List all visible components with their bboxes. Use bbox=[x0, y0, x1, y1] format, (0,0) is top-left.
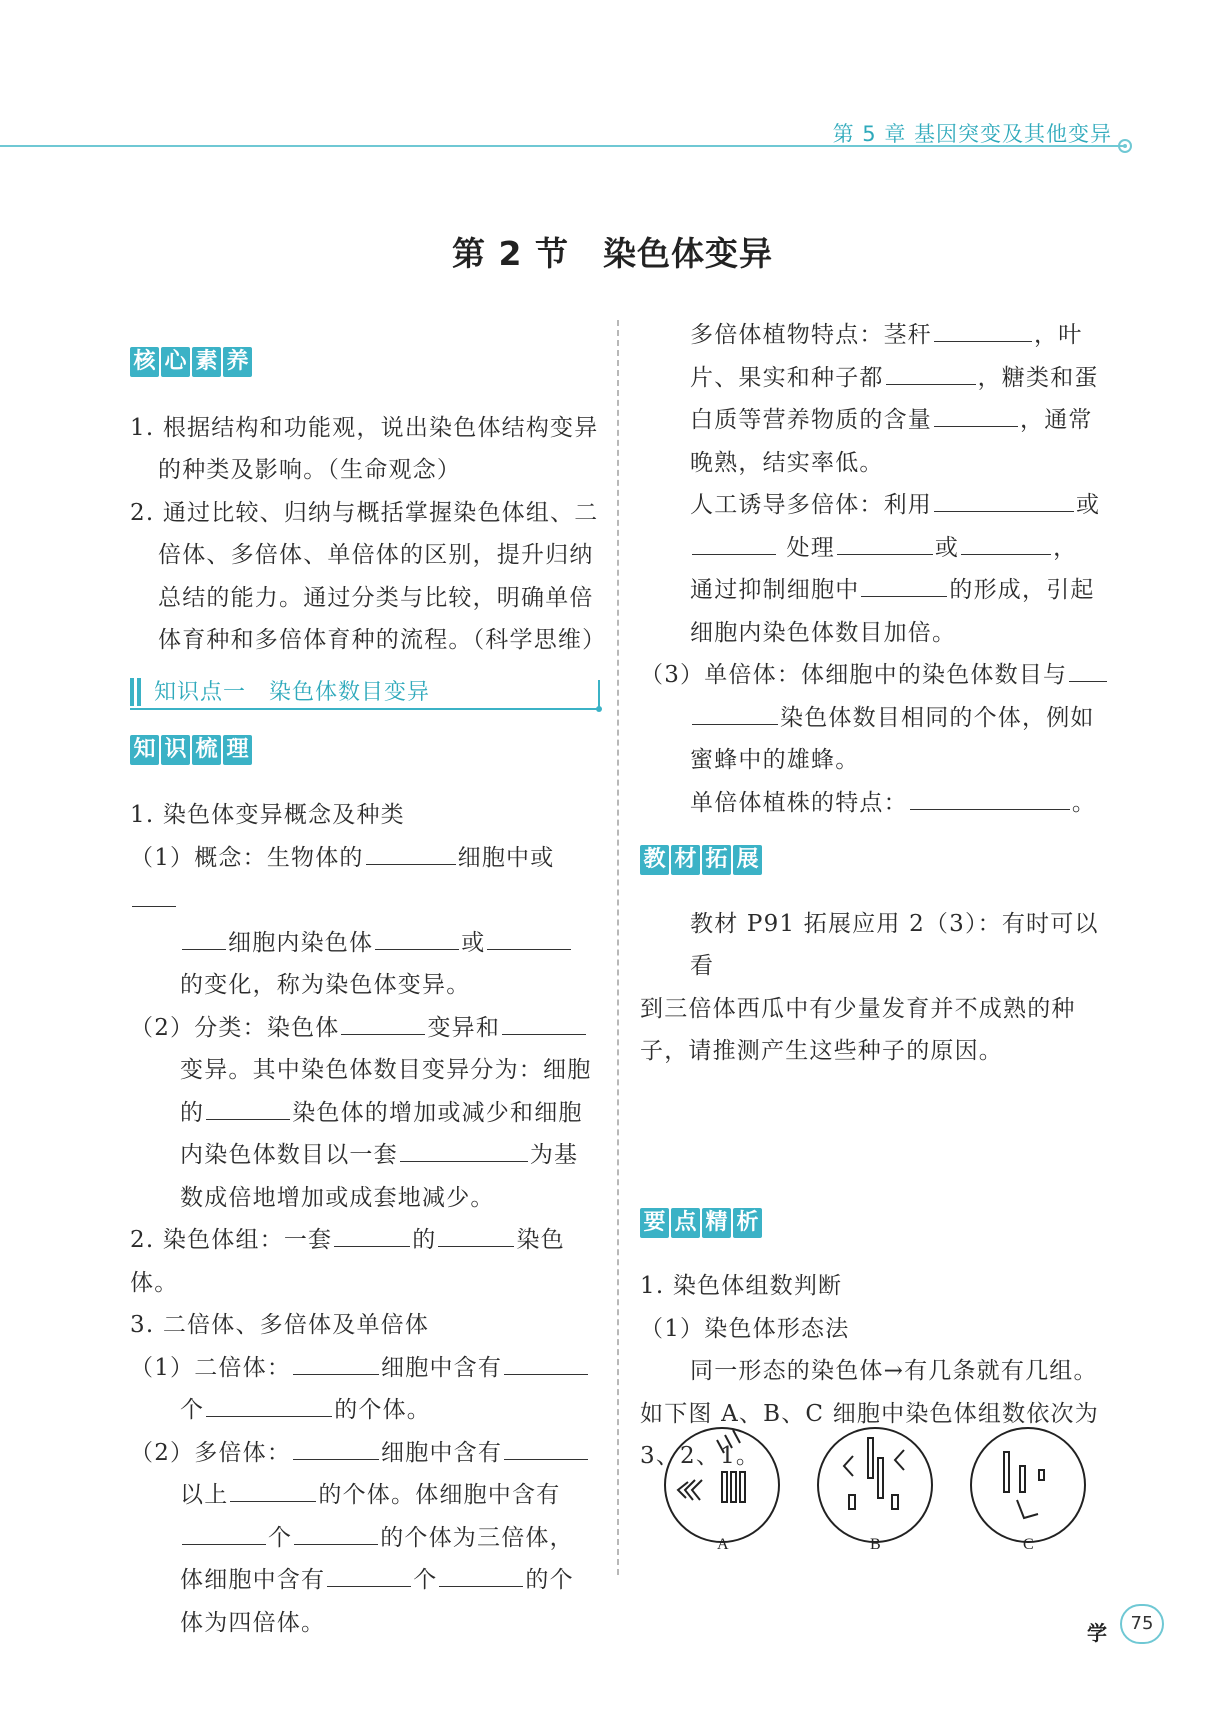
blank[interactable] bbox=[502, 1008, 586, 1035]
fill-line: 多倍体植物特点：茎秆 ，叶 bbox=[640, 314, 1110, 357]
blank[interactable] bbox=[934, 400, 1018, 427]
text-line: 1. 染色体组数判断 bbox=[640, 1273, 843, 1299]
blank[interactable] bbox=[366, 838, 456, 865]
fill-line: 染色体数目相同的个体，例如 bbox=[640, 697, 1110, 740]
core-item-2-line-1: 2. 通过比较、归纳与概括掌握染色体组、二 bbox=[130, 499, 599, 526]
blank[interactable] bbox=[206, 1093, 290, 1120]
fill-line: （1）二倍体： 细胞中含有 bbox=[130, 1347, 600, 1390]
blank[interactable] bbox=[886, 358, 976, 385]
fill-line: 个 的个体为三倍体， bbox=[130, 1517, 600, 1560]
text-line: 3、2、1。 bbox=[640, 1443, 761, 1469]
blank[interactable] bbox=[692, 698, 778, 725]
fill-line: 片、果实和种子都 ，糖类和蛋 bbox=[640, 357, 1110, 400]
blank[interactable] bbox=[934, 315, 1032, 342]
fill-line: 个 的个体。 bbox=[130, 1389, 600, 1432]
text-line: 体为四倍体。 bbox=[180, 1609, 326, 1636]
column-divider bbox=[617, 320, 619, 1575]
fill-line: 处理 或 ， bbox=[640, 527, 1110, 570]
blank[interactable] bbox=[182, 923, 226, 950]
text-line: 如下图 A、B、C 细胞中染色体组数依次为 bbox=[640, 1400, 1099, 1427]
fill-line: 细胞内染色体 或 bbox=[130, 922, 600, 965]
section-title: 第 2 节 染色体变异 bbox=[452, 234, 773, 273]
fill-line: （2）分类：染色体 变异和 bbox=[130, 1007, 600, 1050]
text-line: 同一形态的染色体→有几条就有几组。 bbox=[690, 1358, 1098, 1384]
fill-line: 人工诱导多倍体：利用 或 bbox=[640, 484, 1110, 527]
left-column bbox=[130, 340, 607, 1644]
fill-line: 以上 的个体。体细胞中含有 bbox=[130, 1474, 600, 1517]
page-number: 75 bbox=[1120, 1604, 1164, 1644]
fill-line: 体细胞中含有 个 的个 bbox=[130, 1559, 600, 1602]
blank[interactable] bbox=[230, 1475, 316, 1502]
right-column bbox=[640, 314, 1110, 1478]
text-line: （1）染色体形态法 bbox=[640, 1315, 850, 1342]
blank[interactable] bbox=[1069, 655, 1107, 682]
blank[interactable] bbox=[504, 1348, 588, 1375]
blank[interactable] bbox=[182, 1518, 266, 1545]
blank[interactable] bbox=[487, 923, 571, 950]
cell-a-chromosomes bbox=[678, 1430, 745, 1502]
text-line: 到三倍体西瓜中有少量发育并不成熟的种 bbox=[640, 995, 1076, 1022]
blank[interactable] bbox=[504, 1433, 588, 1460]
text-line: 1. 染色体变异概念及种类 bbox=[130, 802, 405, 828]
core-item-1-line-1: 1. 根据结构和功能观，说出染色体结构变异 bbox=[130, 414, 599, 441]
blank[interactable] bbox=[934, 485, 1074, 512]
fill-line: 的 染色体的增加或减少和细胞 bbox=[130, 1092, 600, 1135]
fill-line: 通过抑制细胞中 的形成，引起 bbox=[640, 569, 1110, 612]
text-line: 数成倍地增加或成套地减少。 bbox=[180, 1184, 495, 1211]
blank[interactable] bbox=[206, 1390, 332, 1417]
blank[interactable] bbox=[293, 1348, 379, 1375]
core-item-2-line-3: 总结的能力。通过分类与比较，明确单倍 bbox=[158, 584, 594, 611]
header-circle-ornament bbox=[1118, 139, 1132, 153]
blank[interactable] bbox=[375, 923, 459, 950]
blank[interactable] bbox=[400, 1135, 528, 1162]
fill-line: 单倍体植株的特点： 。 bbox=[640, 782, 1110, 825]
badge-core-literacy: 核 心 素 养 bbox=[130, 347, 252, 377]
cell-b-chromosomes bbox=[844, 1438, 904, 1509]
blank[interactable] bbox=[293, 1433, 379, 1460]
figure-label-b: B bbox=[870, 1536, 881, 1553]
text-line: 晚熟，结实率低。 bbox=[690, 449, 884, 476]
text-line: 蜜蜂中的雄蜂。 bbox=[690, 747, 860, 773]
blank[interactable] bbox=[438, 1220, 514, 1247]
text-line: 细胞内染色体数目加倍。 bbox=[690, 619, 957, 646]
blank[interactable] bbox=[132, 880, 176, 907]
badge-textbook-extension: 教 材 拓 展 bbox=[640, 845, 762, 875]
core-item-2-line-2: 倍体、多倍体、单倍体的区别，提升归纳 bbox=[158, 542, 594, 568]
footer-subject-mark: 学 bbox=[1087, 1621, 1107, 1645]
blank[interactable] bbox=[692, 528, 776, 555]
fill-line: （1）概念：生物体的 细胞中或 bbox=[130, 837, 600, 922]
cell-c-chromosomes bbox=[1004, 1452, 1044, 1518]
cell-c-circle bbox=[971, 1428, 1085, 1542]
blank[interactable] bbox=[334, 1220, 410, 1247]
figure-label-c: C bbox=[1023, 1536, 1034, 1553]
blank[interactable] bbox=[341, 1008, 425, 1035]
badge-key-analysis: 要 点 精 析 bbox=[640, 1208, 762, 1238]
cell-b-circle bbox=[818, 1428, 932, 1542]
fill-line: 内染色体数目以一套 为基 bbox=[130, 1134, 600, 1177]
text-line: 子，请推测产生这些种子的原因。 bbox=[640, 1038, 1003, 1064]
answer-space[interactable] bbox=[640, 1073, 1110, 1201]
fill-line: （3）单倍体：体细胞中的染色体数目与 bbox=[640, 654, 1110, 697]
text-line: 的变化，称为染色体变异。 bbox=[180, 972, 471, 998]
blank[interactable] bbox=[837, 528, 933, 555]
core-item-1-line-2: 的种类及影响。（生命观念） bbox=[158, 457, 462, 483]
blank[interactable] bbox=[910, 783, 1070, 810]
fill-line: 2. 染色体组：一套 的 染色体。 bbox=[130, 1219, 600, 1304]
fill-line: 白质等营养物质的含量 ，通常 bbox=[640, 399, 1110, 442]
core-item-2-line-4: 体育种和多倍体育种的流程。（科学思维） bbox=[158, 627, 607, 653]
blank[interactable] bbox=[861, 570, 947, 597]
text-line: 教材 P91 拓展应用 2（3）：有时可以看 bbox=[690, 910, 1099, 979]
blank[interactable] bbox=[294, 1518, 378, 1545]
chapter-header: 第 5 章 基因突变及其他变异 bbox=[832, 122, 1112, 146]
badge-knowledge-review: 知 识 梳 理 bbox=[130, 735, 252, 765]
blank[interactable] bbox=[327, 1560, 411, 1587]
text-line: 变异。其中染色体数目变异分为：细胞 bbox=[180, 1057, 592, 1083]
blank[interactable] bbox=[439, 1560, 523, 1587]
figure-label-a: A bbox=[717, 1536, 729, 1553]
knowledge-point-header: 知识点一 染色体数目变异 bbox=[130, 676, 600, 710]
fill-line: （2）多倍体： 细胞中含有 bbox=[130, 1432, 600, 1475]
text-line: 3. 二倍体、多倍体及单倍体 bbox=[130, 1312, 430, 1338]
blank[interactable] bbox=[961, 528, 1051, 555]
